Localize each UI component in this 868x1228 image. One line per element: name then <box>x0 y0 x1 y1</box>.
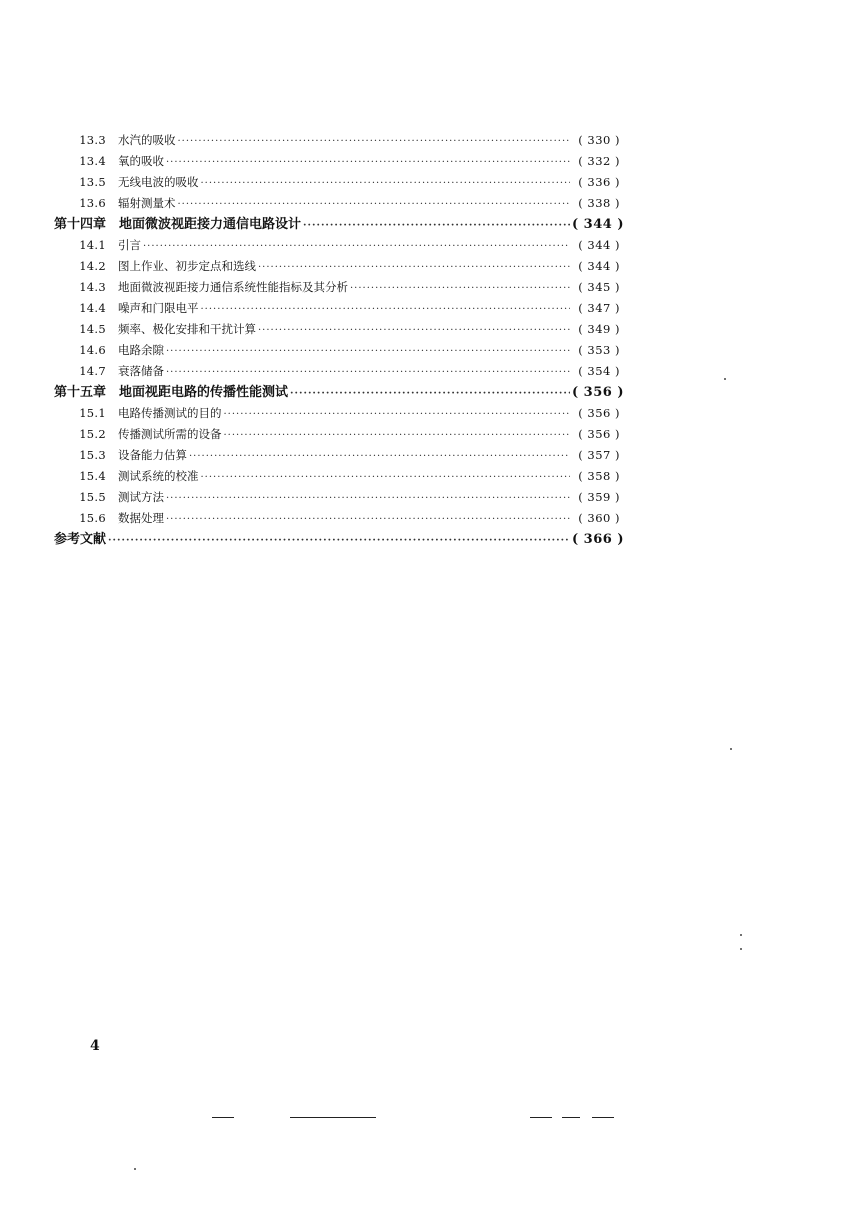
toc-chapter-row <box>54 529 624 550</box>
dot-leader <box>303 215 570 236</box>
dot-leader <box>178 131 571 152</box>
section-number: 13.3 <box>79 133 106 147</box>
toc-entry-row <box>54 151 620 172</box>
scan-speck <box>134 1168 136 1170</box>
page-reference: ( 366 ) <box>572 532 624 547</box>
chapter-title: 第十四章 地面微波视距接力通信电路设计 <box>54 217 302 232</box>
scan-speck <box>730 748 732 750</box>
toc-entry-row <box>54 340 620 361</box>
dot-leader <box>178 194 571 215</box>
page-reference: ( 360 ) <box>578 511 620 525</box>
section-title: 衰落储备 <box>118 364 164 378</box>
section-number: 15.5 <box>79 490 106 504</box>
section-number: 15.3 <box>79 448 106 462</box>
scan-speck <box>724 378 726 380</box>
section-number: 14.7 <box>79 364 106 378</box>
page-reference: ( 336 ) <box>578 175 620 189</box>
section-number: 13.5 <box>79 175 106 189</box>
section-title: 图上作业、初步定点和选线 <box>118 259 256 273</box>
scan-speck <box>740 948 742 950</box>
page-reference: ( 357 ) <box>578 448 620 462</box>
toc-entry-row <box>54 277 620 298</box>
section-title: 电路传播测试的目的 <box>118 406 222 420</box>
section-title: 氧的吸收 <box>118 154 164 168</box>
dot-leader <box>189 446 570 467</box>
dot-leader <box>166 488 570 509</box>
section-title: 辐射测量术 <box>118 196 176 210</box>
page-reference: ( 330 ) <box>578 133 620 147</box>
scan-mark-rule <box>212 1117 234 1118</box>
toc-chapter-row <box>54 214 624 235</box>
section-number: 13.4 <box>79 154 106 168</box>
toc-entry-row <box>54 130 620 151</box>
dot-leader <box>201 467 571 488</box>
section-number: 14.2 <box>79 259 106 273</box>
page-reference: ( 344 ) <box>578 259 620 273</box>
section-title: 无线电波的吸收 <box>118 175 199 189</box>
section-number: 14.5 <box>79 322 106 336</box>
toc-entry-row <box>54 508 620 529</box>
toc-chapter-row <box>54 382 624 403</box>
dot-leader <box>201 299 571 320</box>
toc-entry-row <box>54 487 620 508</box>
dot-leader <box>224 404 571 425</box>
dot-leader <box>201 173 571 194</box>
scan-mark-rule <box>562 1117 580 1118</box>
section-title: 设备能力估算 <box>118 448 187 462</box>
dot-leader <box>143 236 570 257</box>
dot-leader <box>290 383 570 404</box>
page-reference: ( 349 ) <box>578 322 620 336</box>
table-of-contents <box>54 130 624 550</box>
dot-leader <box>166 362 570 383</box>
dot-leader <box>108 530 570 551</box>
page-reference: ( 344 ) <box>578 238 620 252</box>
section-number: 15.4 <box>79 469 106 483</box>
section-number: 14.4 <box>79 301 106 315</box>
page-reference: ( 344 ) <box>572 217 624 232</box>
dot-leader <box>258 320 570 341</box>
toc-entry-row <box>54 256 620 277</box>
dot-leader <box>166 509 570 530</box>
section-title: 测试系统的校准 <box>118 469 199 483</box>
toc-entry-row <box>54 445 620 466</box>
page-reference: ( 345 ) <box>578 280 620 294</box>
section-title: 数据处理 <box>118 511 164 525</box>
section-number: 15.1 <box>79 406 106 420</box>
section-title: 传播测试所需的设备 <box>118 427 222 441</box>
section-title: 引言 <box>118 238 141 252</box>
section-number: 14.6 <box>79 343 106 357</box>
toc-entry-row <box>54 466 620 487</box>
scan-speck <box>740 934 742 936</box>
section-number: 13.6 <box>79 196 106 210</box>
section-title: 频率、极化安排和干扰计算 <box>118 322 256 336</box>
scan-mark-rule <box>290 1117 376 1118</box>
section-title: 电路余隙 <box>118 343 164 357</box>
dot-leader <box>258 257 570 278</box>
toc-entry-row <box>54 403 620 424</box>
page-number: 4 <box>90 1038 100 1054</box>
dot-leader <box>166 152 570 173</box>
section-title: 噪声和门限电平 <box>118 301 199 315</box>
page-reference: ( 356 ) <box>572 385 624 400</box>
page-reference: ( 338 ) <box>578 196 620 210</box>
section-title: 测试方法 <box>118 490 164 504</box>
section-number: 14.1 <box>79 238 106 252</box>
dot-leader <box>224 425 571 446</box>
page-reference: ( 358 ) <box>578 469 620 483</box>
page-reference: ( 356 ) <box>578 406 620 420</box>
toc-entry-row <box>54 298 620 319</box>
scan-mark-rule <box>592 1117 614 1118</box>
section-number: 15.6 <box>79 511 106 525</box>
page-reference: ( 332 ) <box>578 154 620 168</box>
page-reference: ( 347 ) <box>578 301 620 315</box>
toc-entry-row <box>54 424 620 445</box>
section-title: 地面微波视距接力通信系统性能指标及其分析 <box>118 280 348 294</box>
toc-entry-row <box>54 235 620 256</box>
toc-entry-row <box>54 319 620 340</box>
toc-entry-row <box>54 361 620 382</box>
dot-leader <box>166 341 570 362</box>
dot-leader <box>350 278 570 299</box>
chapter-title: 第十五章 地面视距电路的传播性能测试 <box>54 385 289 400</box>
toc-entry-row <box>54 172 620 193</box>
chapter-title: 参考文献 <box>54 532 107 547</box>
section-title: 水汽的吸收 <box>118 133 176 147</box>
section-number: 14.3 <box>79 280 106 294</box>
scan-mark-rule <box>530 1117 552 1118</box>
section-number: 15.2 <box>79 427 106 441</box>
page-reference: ( 354 ) <box>578 364 620 378</box>
page-reference: ( 356 ) <box>578 427 620 441</box>
page-reference: ( 353 ) <box>578 343 620 357</box>
page-reference: ( 359 ) <box>578 490 620 504</box>
toc-entry-row <box>54 193 620 214</box>
